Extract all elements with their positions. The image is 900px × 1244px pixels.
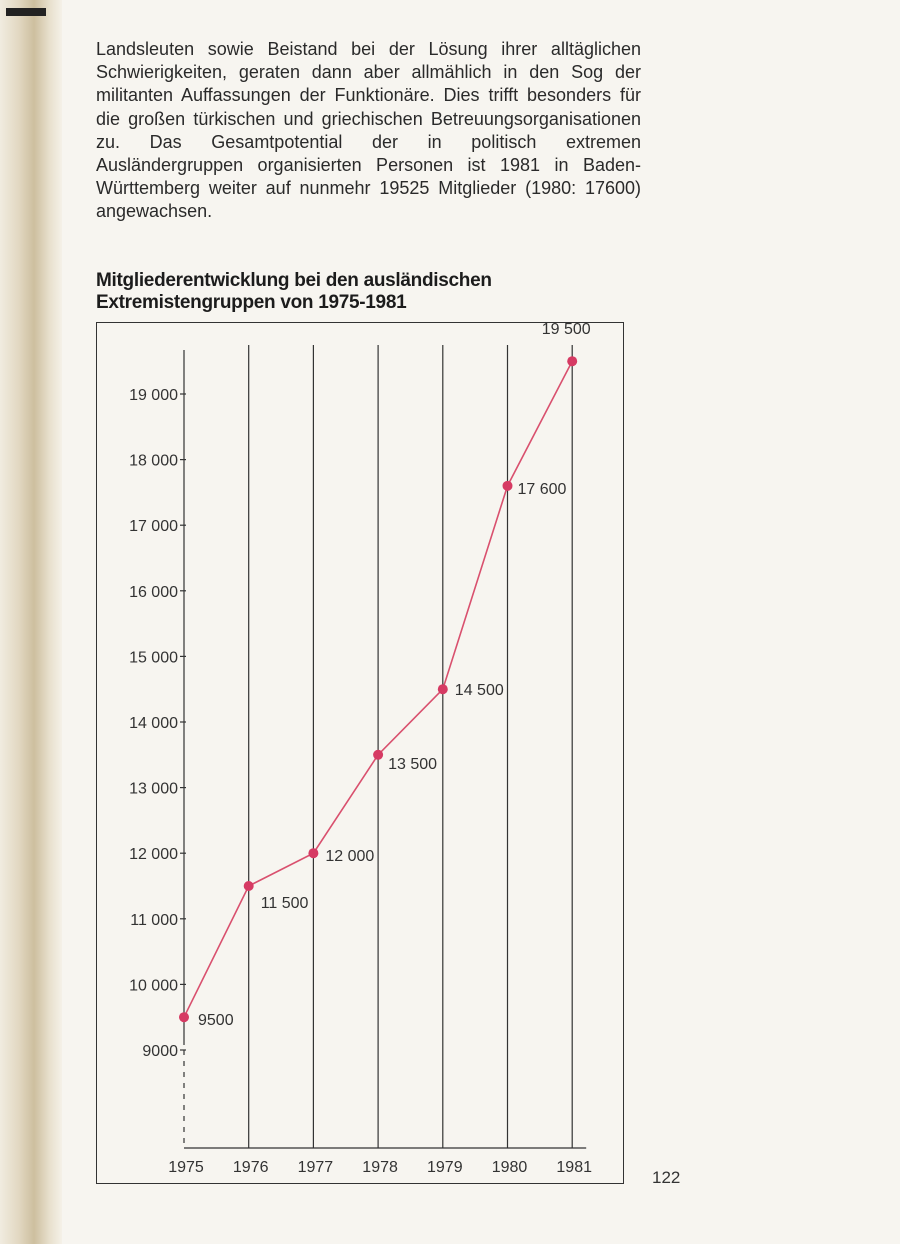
data-label-1979: 14 500 — [454, 682, 504, 700]
grid-lines — [249, 345, 573, 1148]
data-label-1975: 9500 — [198, 1012, 234, 1030]
data-label-1978: 13 500 — [388, 755, 438, 773]
page-number: 122 — [652, 1168, 681, 1187]
y-tick-label: 13 000 — [129, 780, 178, 798]
data-point-1978 — [373, 750, 383, 760]
data-point-1981 — [567, 356, 577, 366]
y-tick-label: 10 000 — [129, 977, 178, 995]
x-tick-label: 1979 — [427, 1159, 463, 1176]
y-tick-label: 19 000 — [129, 387, 178, 404]
body-paragraph: Landsleuten sowie Beistand bei der Lösung ihrer alltäglichen Schwierigkeiten, geraten dann aber allmählich in den Sog der militanten Auffassungen der Funktionäre. Dies trifft besonders für die großen türkischen und griechischen Betreuungsorganisationen zu. Das Gesamtpotential der in politisch extremen Ausländergruppen organisierten Personen ist 1981 in Baden-Württemberg weiter auf nunmehr 19525 Mitglieder (1980: 17600) angewachsen. — [96, 39, 641, 222]
y-tick-label: 12 000 — [129, 846, 178, 864]
data-point-1979 — [438, 684, 448, 694]
x-tick-label: 1978 — [362, 1159, 398, 1176]
y-tick-label: 18 000 — [129, 452, 178, 470]
chart-title: Mitgliederentwicklung bei den ausländischen Extremistengruppen von 1975-1981 — [96, 270, 492, 313]
y-tick-label: 9000 — [142, 1043, 178, 1060]
y-tick-label: 16 000 — [129, 583, 178, 601]
x-tick-labels — [168, 1159, 592, 1176]
x-tick-label: 1980 — [491, 1159, 528, 1176]
data-point-1976 — [244, 881, 254, 891]
y-tick-label: 17 000 — [129, 518, 178, 536]
y-tick-label: 11 000 — [130, 911, 178, 929]
data-labels — [198, 321, 591, 1029]
data-label-1981: 19 500 — [541, 321, 591, 339]
data-point-1980 — [503, 481, 513, 491]
data-point-1975 — [179, 1012, 189, 1022]
data-point-1977 — [308, 848, 318, 858]
y-tick-label: 14 000 — [129, 715, 178, 732]
x-tick-label: 1976 — [232, 1159, 269, 1176]
x-tick-label: 1975 — [168, 1159, 204, 1176]
data-label-1980: 17 600 — [517, 480, 567, 498]
x-tick-label: 1977 — [297, 1159, 334, 1176]
x-tick-label: 1981 — [556, 1159, 592, 1176]
data-label-1977: 12 000 — [325, 848, 375, 866]
y-tick-label: 15 000 — [129, 649, 178, 667]
data-label-1976: 11 500 — [260, 895, 309, 912]
